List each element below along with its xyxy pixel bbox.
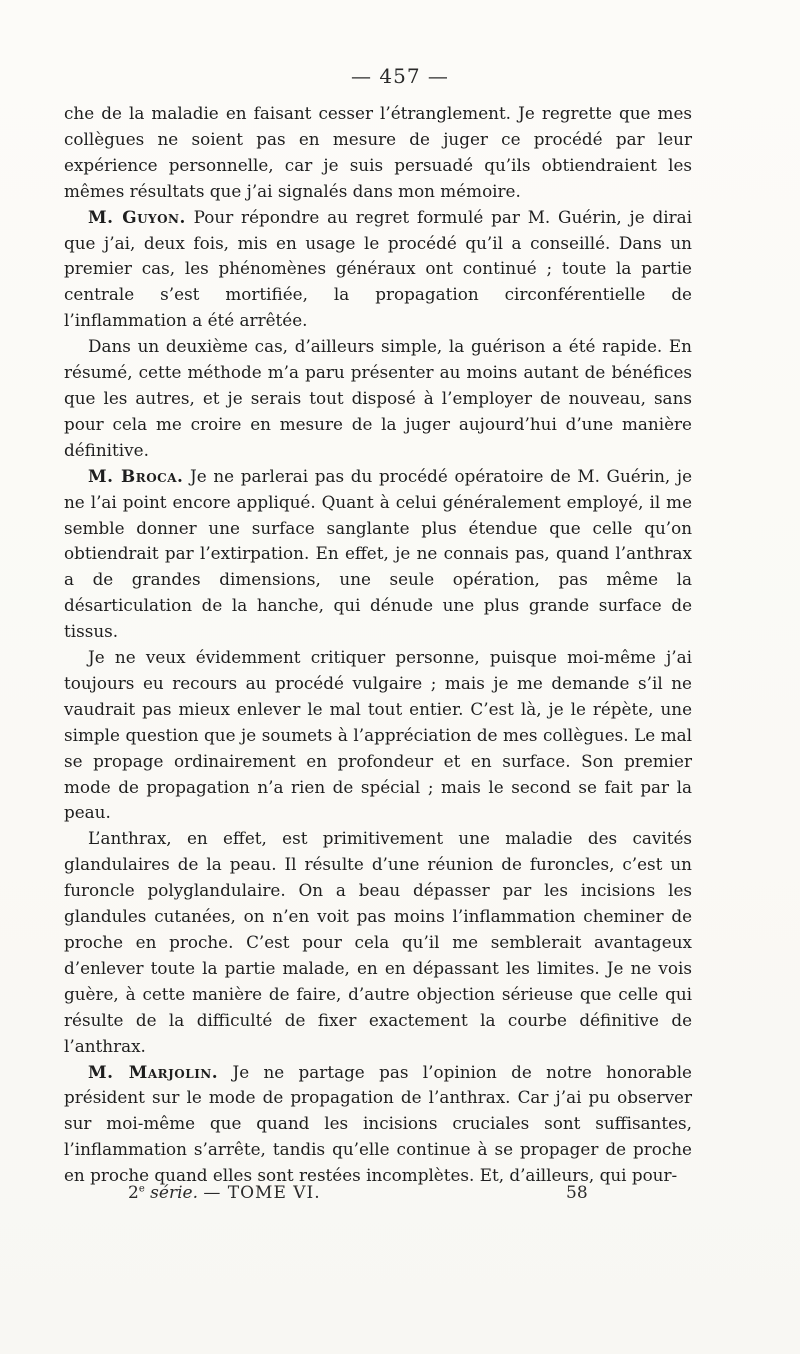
paragraph-text: L’anthrax, en effet, est primitivement une maladie des cavités glandulaires de la peau. Il résulte d’une réunion de furoncles, c’est un furoncle polyglandulaire. On a beau dépasser par les incisions les glandules cutanées, on n’en voit pas moins l’inflammation cheminer de proche en proche. C’est pour cela qu’il me semblerait avantageux d’enlever toute la partie malade, en en dépassant les limites. Je ne vois guère, à cette manière de faire, d’autre objection sérieuse que celle qui résulte de la difficulté de fixer exactement la courbe définitive de l’anthrax. bbox=[64, 828, 692, 1056]
paragraph bbox=[64, 645, 692, 826]
speaker-name: M. Marjolin. bbox=[88, 1061, 219, 1082]
page-number: — 457 — bbox=[351, 64, 449, 88]
paragraph bbox=[64, 101, 692, 205]
body-text bbox=[64, 101, 692, 1189]
signature-line bbox=[0, 1183, 800, 1207]
paragraph bbox=[64, 1060, 692, 1190]
paragraph bbox=[64, 205, 692, 335]
paragraph bbox=[64, 334, 692, 464]
tome-label: — TOME VI. bbox=[203, 1183, 321, 1203]
series-superscript: e bbox=[138, 1183, 145, 1195]
speaker-name: M. Guyon. bbox=[88, 206, 186, 227]
speaker-name: M. Broca. bbox=[88, 465, 184, 486]
paragraph-text: Pour répondre au regret formulé par M. Guérin, je dirai que j’ai, deux fois, mis en usage le procédé qu’il a conseillé. Dans un premier cas, les phénomènes généraux ont continué ; toute la partie centrale s’est mortifiée, la propagation circonférentielle de l’inflammation a été arrêtée. bbox=[64, 206, 692, 331]
paragraph-text: Je ne veux évidemment critiquer personne, puisque moi-même j’ai toujours eu recours au procédé vulgaire ; mais je me demande s’il ne vaudrait pas mieux enlever le mal tout entier. C’est là, je le répète, une simple question que je soumets à l’appréciation de mes collègues. Le mal se propage ordinairement en profondeur et en surface. Son premier mode de propagation n’a rien de spécial ; mais le second se fait par la peau. bbox=[64, 647, 692, 823]
paragraph-text: Dans un deuxième cas, d’ailleurs simple, la guérison a été rapide. En résumé, cette méthode m’a paru présenter au moins autant de bénéfices que les autres, et je serais tout disposé à l’employer de nouveau, sans pour cela me croire en mesure de la juger aujourd’hui d’une manière définitive. bbox=[64, 336, 692, 460]
series-number: 2 bbox=[128, 1183, 139, 1203]
sheet-number: 58 bbox=[566, 1183, 588, 1203]
paragraph-text: che de la maladie en faisant cesser l’étranglement. Je regrette que mes collègues ne soient pas en mesure de juger ce procédé par leur expérience personnelle, car je suis persuadé qu’ils obtiendraient les mêmes résultats que j’ai signalés dans mon mémoire. bbox=[64, 103, 692, 201]
series-word: série. bbox=[150, 1183, 198, 1203]
paragraph bbox=[64, 826, 692, 1059]
series-signature bbox=[128, 1183, 321, 1203]
paragraph-text: Je ne partage pas l’opinion de notre honorable président sur le mode de propagation de l’anthrax. Car j’ai pu observer sur moi-même que quand les incisions cruciales sont suffisantes, l’inflammation s’arrête, tandis qu’elle continue à se propager de proche en proche quand elles sont restées incomplètes. Et, d’ailleurs, qui pour- bbox=[64, 1061, 692, 1186]
paragraph-text: Je ne parlerai pas du procédé opératoire de M. Guérin, je ne l’ai point encore appliqué. Quant à celui généralement employé, il me semble donner une surface sanglante plus étendue que celle qu’on obtiendrait par l’extirpation. En effet, je ne connais pas, quand l’anthrax a de grandes dimensions, une seule opération, pas même la désarticulation de la hanche, qui dénude une plus grande surface de tissus. bbox=[64, 465, 692, 642]
paragraph bbox=[64, 464, 692, 645]
